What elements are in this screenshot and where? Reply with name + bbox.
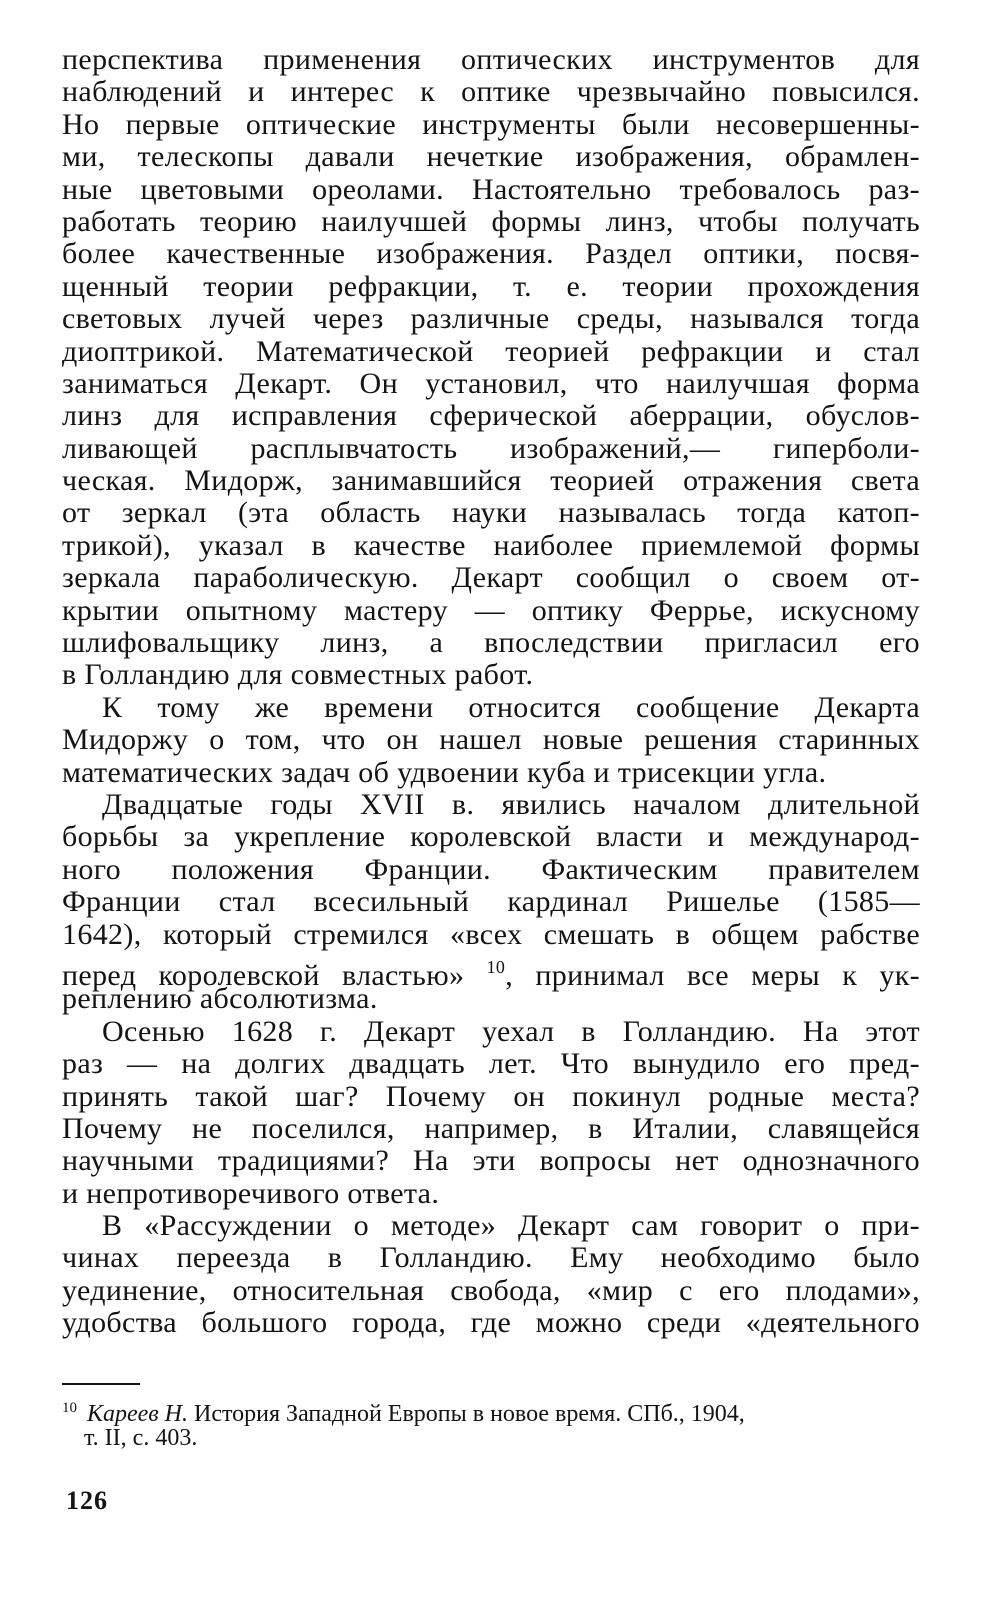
text-line: ческая. Мидорж, занимавшийся теорией отражения света bbox=[62, 464, 920, 498]
footnote-line bbox=[62, 1393, 920, 1427]
text-line: и непротиворечивого ответа. bbox=[62, 1176, 440, 1210]
text-line: ми, телескопы давали нечеткие изображения, обрамлен- bbox=[62, 140, 920, 174]
text-line: крытии опытному мастеру — оптику Феррье, искусному bbox=[62, 593, 920, 627]
text-line: шлифовальщику линз, а впоследствии пригласил его bbox=[62, 626, 920, 660]
text-line: световых лучей через различные среды, назывался тогда bbox=[62, 302, 920, 336]
footnote-divider bbox=[62, 1383, 140, 1385]
footnote-author: Кареев Н. bbox=[87, 1401, 188, 1427]
text-line: Франции стал всесильный кардинал Ришелье (1585— bbox=[62, 885, 920, 919]
text-line: ные цветовыми ореолами. Настоятельно требовалось раз- bbox=[62, 172, 920, 206]
text-line: линз для исправления сферической аберрации, обуслов- bbox=[62, 399, 920, 433]
text-line: Почему не поселился, например, в Италии, славящейся bbox=[62, 1111, 920, 1145]
text-line: ного положения Франции. Фактическим правителем bbox=[62, 852, 920, 886]
text-line: научными традициями? На эти вопросы нет однозначного bbox=[62, 1144, 920, 1178]
text-line bbox=[62, 951, 920, 992]
footnote-marker: 10 bbox=[486, 956, 506, 977]
text-fragment: , принимал все меры к ук- bbox=[505, 958, 920, 992]
text-line: зеркала параболическую. Декарт сообщил о своем от- bbox=[62, 561, 920, 595]
footnote-number: 10 bbox=[62, 1400, 77, 1416]
text-line: заниматься Декарт. Он установил, что наилучшая форма bbox=[62, 366, 920, 400]
text-line: раз — на долгих двадцать лет. Что вынудило его пред- bbox=[62, 1047, 920, 1081]
footnote-line: т. II, с. 403. bbox=[84, 1425, 198, 1451]
text-line: математических задач об удвоении куба и трисекции угла. bbox=[62, 755, 827, 789]
text-line: принять такой шаг? Почему он покинул родные места? bbox=[62, 1079, 920, 1113]
main-text bbox=[62, 44, 920, 1340]
text-fragment: перед королевской властью» bbox=[62, 958, 465, 992]
text-line: от зеркал (эта область науки называлась тогда катоп- bbox=[62, 496, 920, 530]
text-line: 1642), который стремился «всех смешать в общем рабстве bbox=[62, 917, 920, 951]
text-line: наблюдений и интерес к оптике чрезвычайно повысился. bbox=[62, 75, 920, 109]
text-line: Но первые оптические инструменты были несовершенны- bbox=[62, 107, 920, 141]
footnote-text: История Западной Европы в новое время. СПб., 1904, bbox=[188, 1401, 745, 1427]
text-line: Осенью 1628 г. Декарт уехал в Голландию. На этот bbox=[102, 1014, 920, 1048]
page-number: 126 bbox=[66, 1486, 108, 1515]
text-line: в Голландию для совместных работ. bbox=[62, 658, 534, 692]
text-line: К тому же времени относится сообщение Декарта bbox=[102, 690, 920, 724]
text-line: реплению абсолютизма. bbox=[62, 982, 378, 1016]
text-line: ливающей расплывчатость изображений,— гиперболи- bbox=[62, 431, 920, 465]
text-line: Двадцатые годы XVII в. явились началом длительной bbox=[102, 787, 920, 821]
text-line: чинах переезда в Голландию. Ему необходимо было bbox=[62, 1241, 920, 1275]
text-line: щенный теории рефракции, т. е. теории прохождения bbox=[62, 269, 920, 303]
text-line: более качественные изображения. Раздел оптики, посвя- bbox=[62, 237, 920, 271]
text-line: Мидоржу о том, что он нашел новые решения старинных bbox=[62, 723, 920, 757]
text-line: уединение, относительная свобода, «мир с его плодами», bbox=[62, 1273, 920, 1307]
text-line: диоптрикой. Математической теорией рефракции и стал bbox=[62, 334, 920, 368]
text-line: работать теорию наилучшей формы линз, чтобы получать bbox=[62, 204, 920, 238]
text-line: перспектива применения оптических инструментов для bbox=[62, 43, 920, 76]
text-line: удобства большого города, где можно среди «деятельного bbox=[62, 1306, 920, 1340]
text-line: В «Рассуждении о методе» Декарт сам говорит о при- bbox=[102, 1209, 920, 1243]
text-line: трикой), указал в качестве наиболее приемлемой формы bbox=[62, 528, 920, 562]
footnote bbox=[62, 1393, 920, 1453]
text-line: борьбы за укрепление королевской власти и международ- bbox=[62, 820, 920, 854]
